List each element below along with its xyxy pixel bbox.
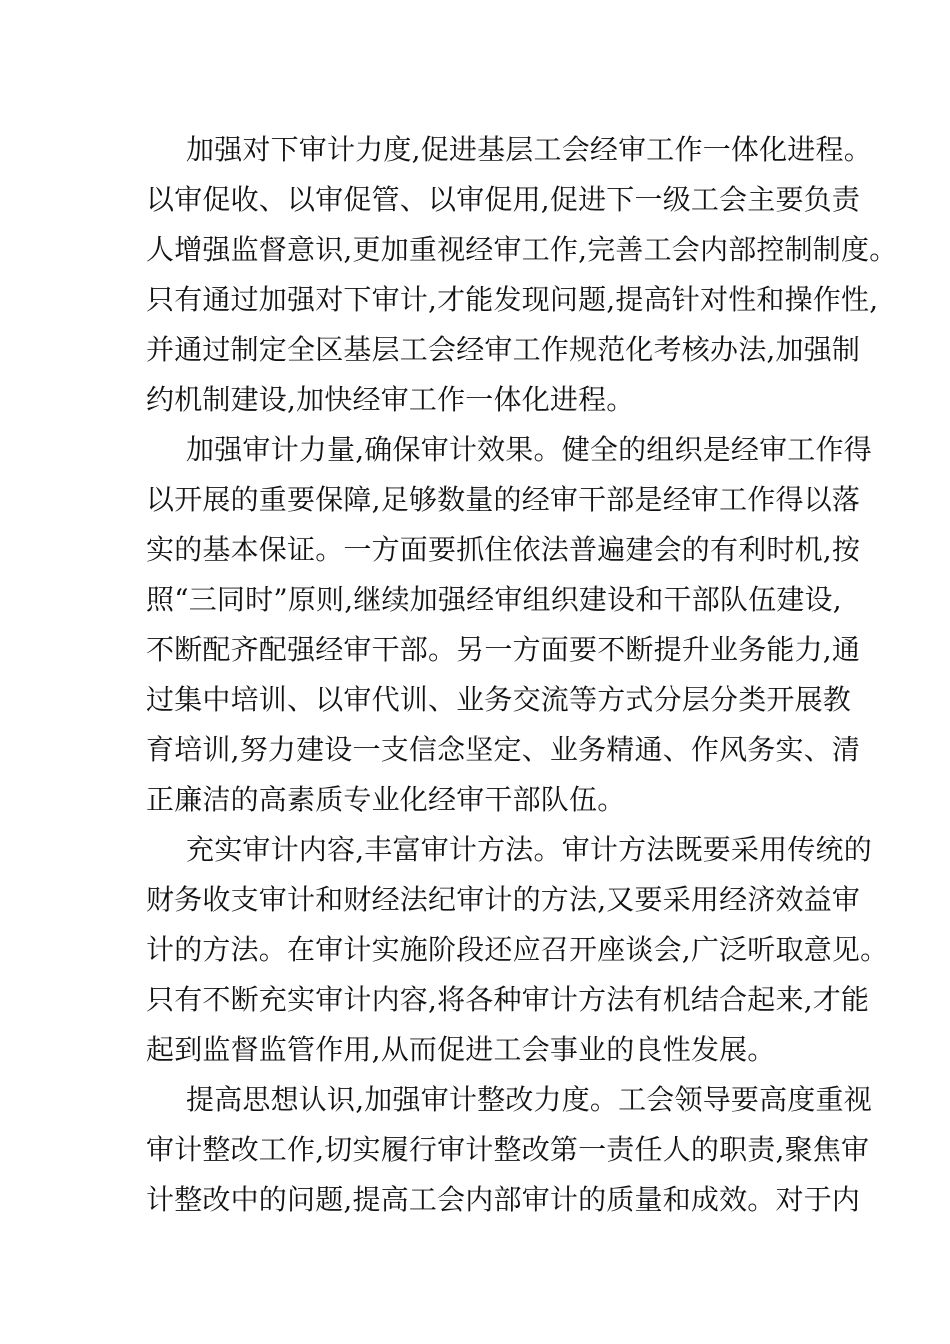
text-line: 过集中培训、以审代训、业务交流等方式分层分类开展教 bbox=[146, 683, 852, 716]
text-line: 审计整改工作,切实履行审计整改第一责任人的职责,聚焦审 bbox=[146, 1133, 870, 1166]
text-line: 以开展的重要保障,足够数量的经审干部是经审工作得以落 bbox=[146, 483, 861, 516]
text-line: 约机制建设,加快经审工作一体化进程。 bbox=[146, 383, 635, 416]
text-line: 只有不断充实审计内容,将各种审计方法有机结合起来,才能 bbox=[146, 983, 870, 1016]
text-line: 育培训,努力建设一支信念坚定、业务精通、作风务实、清 bbox=[146, 733, 861, 766]
text-line: 计的方法。在审计实施阶段还应召开座谈会,广泛听取意见。 bbox=[146, 933, 889, 966]
text-line: 以审促收、以审促管、以审促用,促进下一级工会主要负责 bbox=[146, 183, 861, 216]
text-line: 不断配齐配强经审干部。另一方面要不断提升业务能力,通 bbox=[146, 633, 861, 666]
text-line: 正廉洁的高素质专业化经审干部队伍。 bbox=[146, 783, 626, 816]
text-line: 加强对下审计力度,促进基层工会经审工作一体化进程。 bbox=[186, 133, 872, 166]
text-line: 只有通过加强对下审计,才能发现问题,提高针对性和操作性, bbox=[146, 283, 879, 316]
text-line: 计整改中的问题,提高工会内部审计的质量和成效。对于内 bbox=[146, 1183, 861, 1216]
text-line: 照“三同时”原则,继续加强经审组织建设和干部队伍建设, bbox=[146, 583, 842, 616]
text-line: 财务收支审计和财经法纪审计的方法,又要采用经济效益审 bbox=[146, 883, 861, 916]
text-line: 人增强监督意识,更加重视经审工作,完善工会内部控制制度。 bbox=[146, 233, 898, 266]
text-line: 实的基本保证。一方面要抓住依法普遍建会的有利时机,按 bbox=[146, 533, 861, 566]
text-line: 起到监督监管作用,从而促进工会事业的良性发展。 bbox=[146, 1033, 776, 1066]
text-line: 充实审计内容,丰富审计方法。审计方法既要采用传统的 bbox=[186, 833, 872, 866]
text-line: 并通过制定全区基层工会经审工作规范化考核办法,加强制 bbox=[146, 333, 861, 366]
text-line: 提高思想认识,加强审计整改力度。工会领导要高度重视 bbox=[186, 1083, 872, 1116]
text-line: 加强审计力量,确保审计效果。健全的组织是经审工作得 bbox=[186, 433, 872, 466]
